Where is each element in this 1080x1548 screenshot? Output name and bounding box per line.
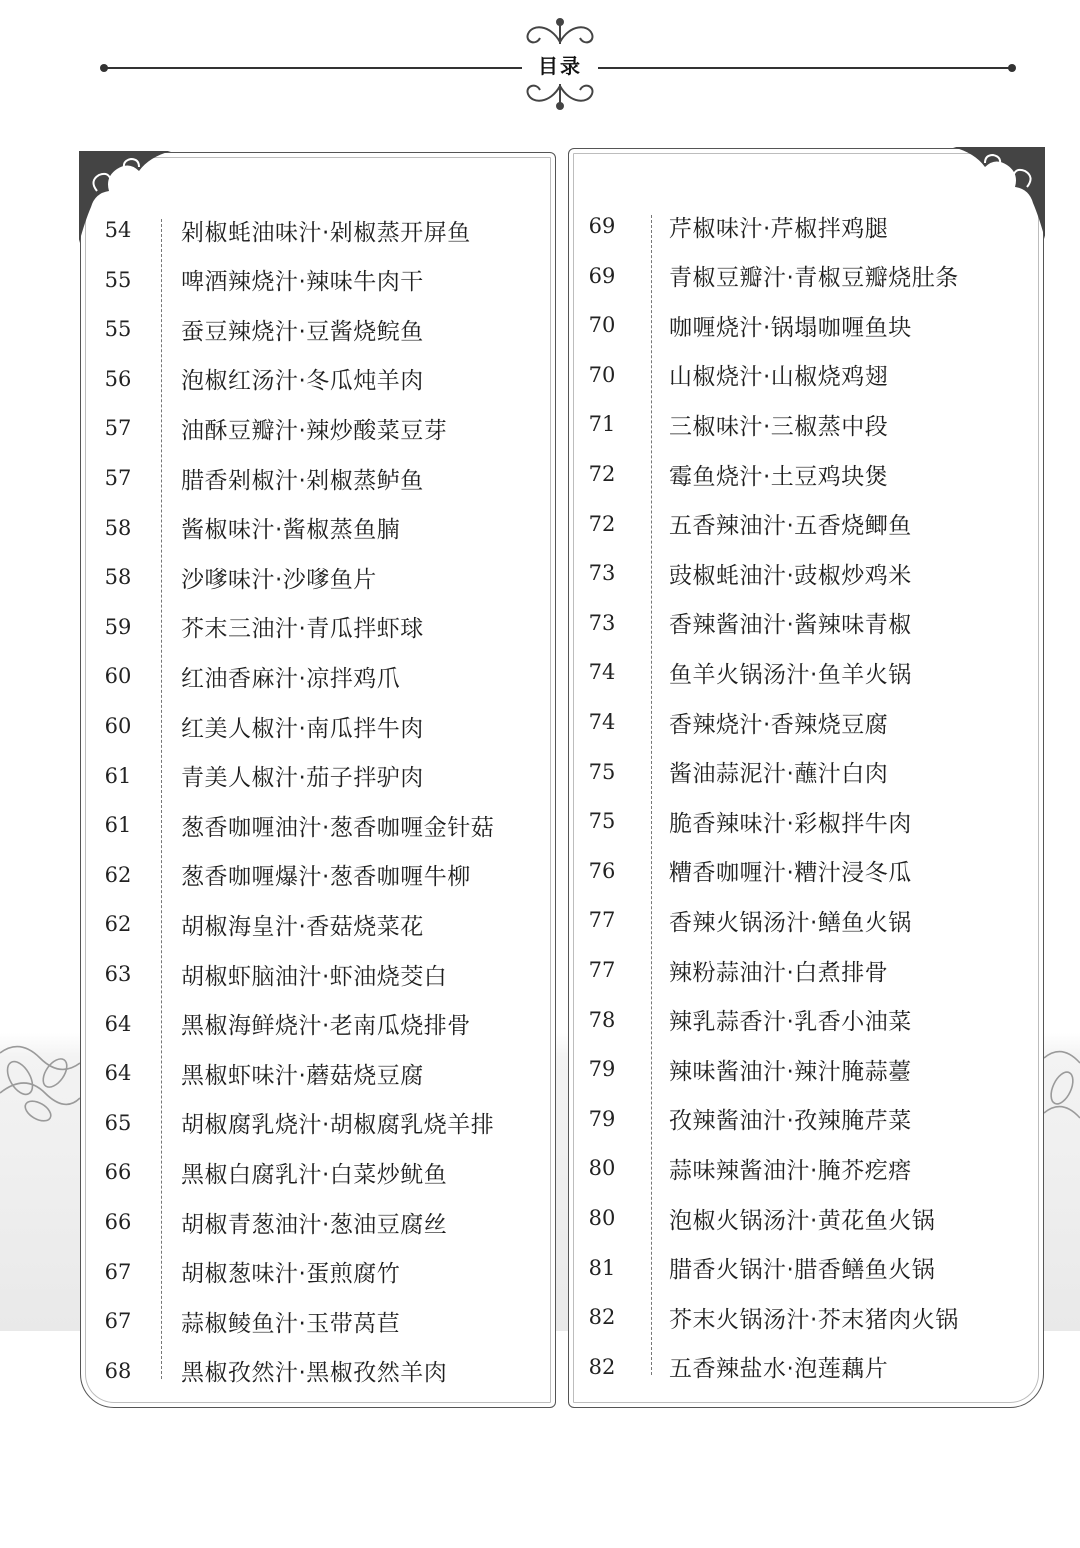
toc-page-number: 67 (104, 1309, 132, 1334)
toc-entry[interactable] (81, 557, 551, 597)
toc-entry-title: 辣味酱油汁·辣汁腌蒜薹 (669, 1058, 912, 1085)
toc-entry-title: 酱椒味汁·酱椒蒸鱼腩 (181, 517, 401, 544)
toc-entry[interactable] (81, 260, 551, 300)
toc-entry[interactable] (81, 904, 551, 944)
toc-entry[interactable] (569, 404, 1039, 444)
toc-entry-title: 芥末火锅汤汁·芥末猪肉火锅 (669, 1306, 959, 1333)
toc-page-number: 60 (104, 664, 132, 689)
toc-entry[interactable] (569, 1248, 1039, 1288)
toc-page-number: 74 (588, 660, 616, 685)
toc-page-number: 80 (588, 1206, 616, 1230)
toc-entry-title: 咖喱烧汁·锅塌咖喱鱼块 (669, 314, 912, 341)
toc-page-number: 64 (104, 1061, 132, 1086)
toc-entry-title: 三椒味汁·三椒蒸中段 (669, 413, 889, 440)
toc-entry[interactable] (569, 553, 1039, 593)
toc-entry[interactable] (81, 1301, 551, 1341)
toc-panel-left (80, 152, 556, 1408)
toc-entry[interactable] (569, 801, 1039, 841)
toc-page-number: 73 (588, 610, 616, 635)
toc-entry-title: 黑椒虾味汁·蘑菇烧豆腐 (181, 1062, 424, 1089)
toc-page-number: 73 (588, 561, 616, 586)
toc-page-number: 79 (588, 1106, 616, 1131)
floral-pattern-right (1044, 1033, 1080, 1128)
toc-entry[interactable] (569, 851, 1039, 891)
toc-entry[interactable] (81, 1202, 551, 1242)
toc-page-number: 63 (104, 962, 132, 986)
toc-page-number: 69 (588, 214, 616, 238)
toc-entry[interactable] (81, 756, 551, 796)
toc-entry-title: 啤酒辣烧汁·辣味牛肉干 (181, 269, 424, 296)
toc-entry[interactable] (569, 256, 1039, 296)
toc-entry-title: 五香辣油汁·五香烧鲫鱼 (669, 513, 912, 540)
toc-entry-title: 香辣酱油汁·酱辣味青椒 (669, 612, 912, 639)
toc-entry[interactable] (569, 504, 1039, 544)
toc-entry-title: 红油香麻汁·凉拌鸡爪 (181, 665, 401, 692)
toc-entry[interactable] (81, 805, 551, 845)
toc-page-number: 82 (588, 1305, 616, 1330)
toc-entry-title: 辣粉蒜油汁·白煮排骨 (669, 959, 889, 986)
toc-entry-title: 蒜椒鲮鱼汁·玉带莴苣 (181, 1310, 401, 1337)
toc-entry-title: 辣乳蒜香汁·乳香小油菜 (669, 1009, 912, 1036)
toc-entry-title: 山椒烧汁·山椒烧鸡翅 (669, 364, 889, 391)
header-ornament-top (520, 14, 600, 50)
toc-page-number: 61 (104, 813, 132, 838)
toc-entry-title: 青椒豆瓣汁·青椒豆瓣烧肚条 (669, 265, 959, 292)
toc-page-number: 81 (588, 1255, 616, 1280)
toc-entry[interactable] (569, 1347, 1039, 1387)
toc-entry[interactable] (569, 702, 1039, 742)
toc-page-number: 68 (104, 1358, 132, 1383)
toc-page-number: 65 (104, 1110, 132, 1135)
toc-entry[interactable] (569, 1049, 1039, 1089)
toc-entry-title: 香辣火锅汤汁·鳝鱼火锅 (669, 909, 912, 936)
toc-entry[interactable] (81, 1252, 551, 1292)
toc-entry-title: 黑椒海鲜烧汁·老南瓜烧排骨 (181, 1013, 471, 1040)
toc-entry-title: 红美人椒汁·南瓜拌牛肉 (181, 715, 424, 742)
toc-entry-title: 胡椒青葱油汁·葱油豆腐丝 (181, 1211, 448, 1238)
toc-entry-title: 五香辣盐水·泡莲藕片 (669, 1356, 889, 1383)
toc-entry-title: 黑椒白腐乳汁·白菜炒鱿鱼 (181, 1161, 448, 1188)
toc-entry[interactable] (81, 210, 551, 250)
toc-entry[interactable] (81, 607, 551, 647)
toc-panel-right (568, 148, 1044, 1408)
floral-pattern-left (0, 1033, 80, 1128)
toc-page-number: 62 (104, 862, 132, 887)
toc-entry[interactable] (569, 206, 1039, 246)
toc-entry[interactable] (569, 1099, 1039, 1139)
toc-entry-title: 芹椒味汁·芹椒拌鸡腿 (669, 215, 889, 242)
toc-page-number: 67 (104, 1259, 132, 1284)
toc-entry[interactable] (569, 652, 1039, 692)
toc-entry[interactable] (81, 359, 551, 399)
toc-entry[interactable] (81, 408, 551, 448)
toc-page-number: 71 (588, 412, 616, 437)
toc-entry-title: 泡椒火锅汤汁·黄花鱼火锅 (669, 1207, 936, 1234)
toc-entry[interactable] (569, 900, 1039, 940)
toc-entry[interactable] (81, 1103, 551, 1143)
toc-page-number: 74 (588, 710, 616, 734)
toc-entry[interactable] (81, 508, 551, 548)
header-ornament-bottom (520, 78, 600, 114)
toc-entry-title: 沙嗲味汁·沙嗲鱼片 (181, 566, 377, 593)
toc-entry-title: 香辣烧汁·香辣烧豆腐 (669, 711, 889, 738)
toc-entry-title: 鱼羊火锅汤汁·鱼羊火锅 (669, 661, 912, 688)
toc-entry-title: 油酥豆瓣汁·辣炒酸菜豆芽 (181, 417, 448, 444)
toc-entry-title: 脆香辣味汁·彩椒拌牛肉 (669, 810, 912, 837)
toc-entry[interactable] (569, 603, 1039, 643)
toc-entry-title: 黑椒孜然汁·黑椒孜然羊肉 (181, 1360, 448, 1387)
toc-page-number: 79 (588, 1057, 616, 1082)
toc-entry[interactable] (81, 458, 551, 498)
toc-entry[interactable] (81, 855, 551, 895)
toc-page-number: 77 (588, 958, 616, 982)
toc-entry[interactable] (569, 1148, 1039, 1188)
toc-page-number: 66 (104, 1210, 132, 1234)
toc-page-number: 70 (588, 362, 616, 387)
toc-entry[interactable] (81, 656, 551, 696)
toc-page-number: 82 (588, 1354, 616, 1379)
toc-entry-title: 泡椒红汤汁·冬瓜炖羊肉 (181, 368, 424, 395)
toc-entry-title: 腊香剁椒汁·剁椒蒸鲈鱼 (181, 467, 424, 494)
toc-entry[interactable] (81, 706, 551, 746)
toc-entry-title: 霉鱼烧汁·土豆鸡块煲 (669, 463, 889, 490)
toc-page-number: 78 (588, 1007, 616, 1032)
toc-entry-title: 剁椒蚝油味汁·剁椒蒸开屏鱼 (181, 219, 471, 246)
toc-entry[interactable] (569, 1198, 1039, 1238)
toc-entry-title: 糟香咖喱汁·糟汁浸冬瓜 (669, 860, 912, 887)
toc-entry[interactable] (81, 1351, 551, 1391)
toc-page-number: 60 (104, 714, 132, 738)
toc-page-number: 66 (104, 1160, 132, 1185)
toc-entry[interactable] (81, 1152, 551, 1192)
toc-entry-title: 葱香咖喱油汁·葱香咖喱金针菇 (181, 814, 495, 841)
toc-entry[interactable] (569, 454, 1039, 494)
toc-entry[interactable] (569, 1297, 1039, 1337)
toc-page-number: 75 (588, 809, 616, 834)
toc-page-number: 75 (588, 759, 616, 784)
toc-page-number: 62 (104, 912, 132, 937)
header-rule-right (598, 67, 1012, 69)
toc-entry-title: 蚕豆辣烧汁·豆酱烧鲩鱼 (181, 318, 424, 345)
toc-page-number: 77 (588, 908, 616, 933)
toc-entry[interactable] (569, 305, 1039, 345)
toc-entry-title: 胡椒虾脑油汁·虾油烧茭白 (181, 963, 448, 990)
toc-page-number: 76 (588, 858, 616, 883)
toc-entry-title: 蒜味辣酱油汁·腌芥疙瘩 (669, 1157, 912, 1184)
toc-entry[interactable] (569, 752, 1039, 792)
toc-page-number: 57 (104, 416, 132, 441)
toc-entry[interactable] (81, 309, 551, 349)
toc-entry-title: 青美人椒汁·茄子拌驴肉 (181, 765, 424, 792)
toc-page-number: 56 (104, 366, 132, 391)
toc-entry[interactable] (81, 1053, 551, 1093)
toc-page-number: 72 (588, 462, 616, 486)
toc-page-number: 64 (104, 1011, 132, 1036)
toc-entry-title: 孜辣酱油汁·孜辣腌芹菜 (669, 1108, 912, 1135)
toc-entry[interactable] (81, 954, 551, 994)
page-title: 目录 (538, 54, 582, 78)
header-rule-left (104, 67, 522, 69)
toc-entry[interactable] (569, 355, 1039, 395)
toc-entry-title: 胡椒海皇汁·香菇烧菜花 (181, 913, 424, 940)
toc-entry[interactable] (569, 1000, 1039, 1040)
toc-page-number: 55 (104, 317, 132, 342)
toc-entry[interactable] (569, 950, 1039, 990)
toc-page-number: 58 (104, 515, 132, 540)
toc-entry-title: 芥末三油汁·青瓜拌虾球 (181, 616, 424, 643)
toc-page-number: 70 (588, 313, 616, 338)
toc-page-number: 58 (104, 565, 132, 590)
toc-page-number: 80 (588, 1156, 616, 1181)
toc-page-number: 72 (588, 511, 616, 536)
toc-page-number: 61 (104, 763, 132, 788)
toc-page-number: 57 (104, 466, 132, 490)
toc-entry[interactable] (81, 1004, 551, 1044)
toc-page-number: 59 (104, 614, 132, 639)
header-dot-right (1008, 64, 1016, 72)
toc-entry-title: 腊香火锅汁·腊香鳝鱼火锅 (669, 1257, 936, 1284)
toc-page-number: 55 (104, 267, 132, 292)
toc-entry-title: 酱油蒜泥汁·蘸汁白肉 (669, 761, 889, 788)
toc-entry-title: 胡椒腐乳烧汁·胡椒腐乳烧羊排 (181, 1112, 495, 1139)
toc-entry-title: 葱香咖喱爆汁·葱香咖喱牛柳 (181, 864, 471, 891)
toc-page-number: 69 (588, 263, 616, 288)
toc-entry-title: 胡椒葱味汁·蛋煎腐竹 (181, 1261, 401, 1288)
toc-page-number: 54 (104, 218, 132, 242)
toc-entry-title: 豉椒蚝油汁·豉椒炒鸡米 (669, 562, 912, 589)
